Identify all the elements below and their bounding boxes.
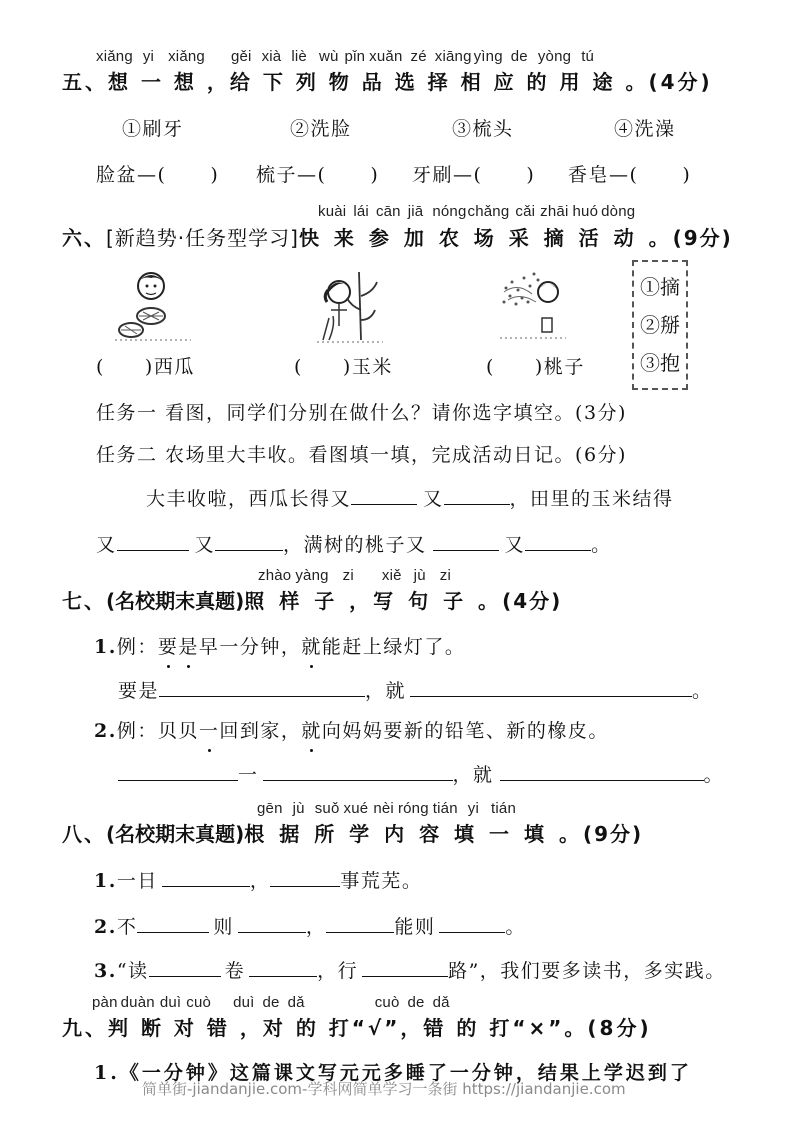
choice-pick: ①摘 [640,275,680,299]
emphasis-dot: 就 [301,716,322,743]
emphasis-dot: 就 [301,632,322,659]
q9-1: 1.《一分钟》这篇课文写元元多睡了一分钟，结果上学迟到了 [94,1062,692,1084]
section-7-pinyin: zhào yàng zi xiě jù zi [258,567,451,584]
section-tag: [新趋势·任务型学习] [106,226,299,250]
task-1: 任务一 看图，同学们分别在做什么？请你选字填空。(3分) [96,402,627,424]
section-number: 六、 [62,226,106,250]
item-comb: 梳子—( ) [256,164,380,186]
emphasis-dot: 一 [199,716,220,743]
picture-label-corn: ( )玉米 [294,356,393,378]
section-title: 想 一 想 ，给 下 列 物 品 选 择 相 应 的 用 途 。 [108,70,649,94]
boy-under-peach-tree-icon [498,266,568,346]
section-number: 五、 [62,70,108,94]
section-8-heading [62,818,643,847]
section-8-pinyin: gēn jù suǒ xué nèi róng tián yi tián [257,800,516,817]
q7-2-answer: 一 ，就 。 [118,760,724,787]
section-score: (9分) [582,822,644,846]
q8-3: 3.“读 卷 ，行 路”，我们要多读书，多实践。 [94,960,726,982]
section-6-pinyin: kuài lái cān jiā nóngchǎng cǎi zhāi huó dòng [318,203,636,220]
section-score: (8分) [587,1016,652,1040]
q7-1-example: 1.例：要是早一分钟，就能赶上绿灯了。 [94,632,465,659]
emphasis-dot: 是 [178,632,199,659]
diary-blank[interactable] [444,486,510,505]
section-title: 判 断 对 错 ，对 的 打“√”，错 的 打“×”。 [108,1016,588,1040]
answer-line[interactable] [238,914,306,933]
answer-line[interactable] [263,762,453,781]
answer-line[interactable] [137,914,209,933]
diary-blank[interactable] [525,532,591,551]
section-6-heading [62,222,733,251]
answer-line[interactable] [162,868,250,887]
diary-blank[interactable] [433,532,499,551]
item-toothbrush: 牙刷—( ) [412,164,536,186]
answer-line[interactable] [362,958,448,977]
picture-label-peach: ( )桃子 [486,356,585,378]
diary-blank[interactable] [215,532,283,551]
section-title: 照 样 子 ，写 句 子 。 [244,589,503,613]
section-9-pinyin: pàn duàn duì cuò duì de dǎ cuò de dǎ [92,994,450,1011]
option-4: ④洗澡 [614,118,676,140]
answer-line[interactable] [500,762,704,781]
section-5-pinyin: xiǎng yi xiǎng gěi xià liè wù pǐn xuǎn zé xiāng yìng de yòng tú [96,48,595,65]
section-number: 七、 [62,589,106,613]
word-choice-box [632,260,688,390]
section-score: (4分) [502,589,563,613]
diary-blank[interactable] [117,532,189,551]
answer-line[interactable] [159,678,365,697]
answer-line[interactable] [249,958,317,977]
section-tag: (名校期末真题) [106,589,245,613]
q8-1: 1.一日 ， 事荒芜。 [94,870,423,892]
item-basin: 脸盆—( ) [96,164,220,186]
choice-break-off: ②掰 [640,313,680,337]
answer-line[interactable] [149,958,221,977]
q7-2-example: 2.例：贝贝一回到家，就向妈妈要新的铅笔、新的橡皮。 [94,716,609,743]
choice-hug: ③抱 [640,351,680,375]
answer-line[interactable] [410,678,692,697]
option-3: ③梳头 [452,118,514,140]
answer-line[interactable] [439,914,505,933]
section-9-heading [62,1012,652,1041]
boy-holding-watermelon-icon [113,266,193,346]
answer-line[interactable] [270,868,340,887]
diary-blank[interactable] [351,486,417,505]
answer-line[interactable] [326,914,394,933]
diary-line-2: 又 又 ，满树的桃子又 又 。 [96,534,612,556]
answer-line[interactable] [118,762,238,781]
emphasis-dot: 要 [158,632,179,659]
watermark: 简单街-jiandanjie.com-学科网简单学习一条街 https://jiandanjie.com [142,1080,626,1098]
option-2: ②洗脸 [290,118,352,140]
diary-line-1: 大丰收啦，西瓜长得又 又 ，田里的玉米结得 [146,488,674,510]
section-title: 根 据 所 学 内 容 填 一 填 。 [244,822,583,846]
q7-1-answer: 要是 ，就 。 [118,680,713,702]
picture-label-watermelon: ( )西瓜 [96,356,195,378]
q8-2: 2.不 则 ， 能则 。 [94,916,526,938]
section-number: 九、 [62,1016,108,1040]
section-tag: (名校期末真题) [106,822,245,846]
section-5-heading [62,66,713,95]
section-title: 快 来 参 加 农 场 采 摘 活 动 。 [298,226,673,250]
girl-in-cornfield-icon [315,266,385,346]
option-1: ①刷牙 [122,118,184,140]
section-number: 八、 [62,822,106,846]
section-score: (4分) [648,70,713,94]
task-2: 任务二 农场里大丰收。看图填一填，完成活动日记。(6分) [96,444,627,466]
item-soap: 香皂—( ) [568,164,692,186]
section-7-heading [62,585,562,614]
section-score: (9分) [672,226,733,250]
